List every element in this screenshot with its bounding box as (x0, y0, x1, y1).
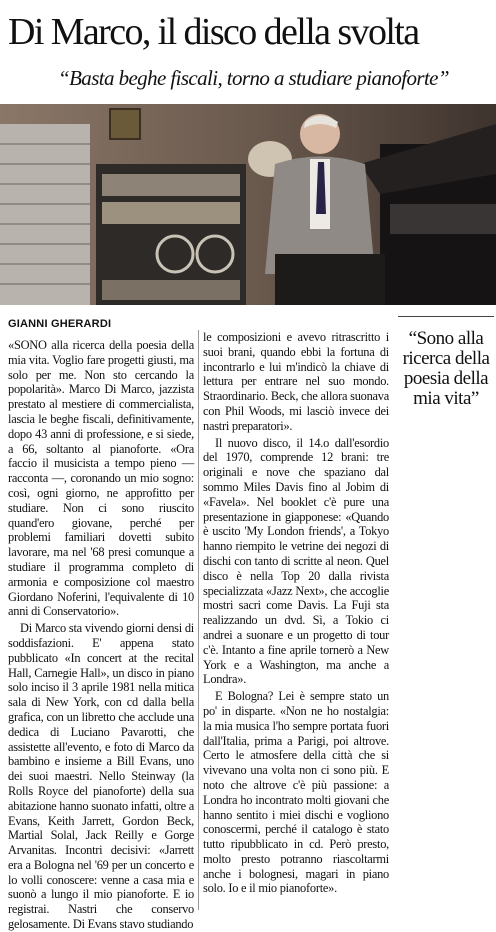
subheadline: “Basta beghe fiscali, torno a studiare pianoforte” (58, 66, 449, 90)
column-divider (198, 330, 199, 910)
paragraph: «SONO alla ricerca della poesia della mia vita. Voglio fare progetti giusti, ma solo per me. Non sto cercando la popolarità». Marco Di Marco, jazzista prestato al mestiere di commercialista, lascia le beghe fiscali, definitivamente, dopo 43 anni di professione, e si siede, a 66, soltanto al pianoforte. «Ora faccio il musicista a tempo pieno — racconta —, coronando un mio sogno: così, ogni giorno, ne approfitto per studiare. Non ci sono riuscito quand'ero giovane, perché per problemi familiari dovetti subito lavorare, ma nel '68 presi comunque a studiare il programma completo di armonia e composizione col maestro Giordano Noferini, l'equivalente di 10 anni di Conservatorio». (8, 338, 194, 619)
paragraph: Il nuovo disco, il 14.o dall'esordio del 1970, comprende 12 brani: tre originali e nove che spaziano dal sommo Miles Davis fino al Jobim di «Favela». Nel booklet c'è pure una presentazione in giapponese: «Quando è uscito 'My London friends', a Tokyo hanno riempito le vetrine dei negozi di dischi con tanto di scritte al neon. Quel disco è nella Top 20 dalla rivista specializzata «Jazz Next», che accoglie mostri sacri come Davis. La Fuji sta realizzando un dvd. Sì, a Tokio ci andrei a suonare e un progetto di tour c'è. Intanto a fine aprile tornerò a New York e a Washington, ma anche a Londra». (203, 435, 389, 687)
pull-quote-text: “Sono alla ricerca della poesia della mia vita” (402, 328, 490, 409)
pull-quote (398, 316, 494, 409)
article-column-1 (8, 338, 194, 932)
headline: Di Marco, il disco della svolta (8, 11, 419, 53)
paragraph: E Bologna? Lei è sempre stato un po' in disparte. «Non ne ho nostalgia: la mia musica l'ho sempre portata fuori dall'Italia, prima a Parigi, poi altrove. Certo le atmosfere della città che si vivevano una volta non ci sono più. E noto che altrove c'è più passione: a Londra ho incontrato molti giovani che hanno sentito i miei dischi e vogliono conoscermi, perché il catalogo è stato tutto ripubblicato in cd. Però presto, molto presto potranno riascoltarmi anche i bolognesi, magari in piano solo. Io e il mio pianoforte». (203, 689, 389, 896)
paragraph: le composizioni e avevo ritrascritto i suoi brani, quando ebbi la fortuna di incontrarlo e lui m'indicò la chiave di lettura per entrare nel suo mondo. Straordinario. Beck, che allora suonava con Phil Woods, mi lasciò invece dei nastri preparatori». (203, 330, 389, 433)
paragraph: Di Marco sta vivendo giorni densi di soddisfazioni. E' appena stato pubblicato «In concert at the recital Hall, Carnegie Hall», un disco in piano solo inciso il 3 aprile 1981 nella mitica sala di New York, con cd dalla bella grafica, con un libretto che acclude una dedica di Luciano Pavarotti, che assistette all'evento, e foto di Marco da bambino e insieme a Bill Evans, uno dei suoi maestri. Nello Steinway (la Rolls Royce del pianoforte) della sua abitazione hanno suonato infatti, oltre a Evans, Keith Jarrett, Gordon Beck, Martial Solal, Jack Reilly e Gorge Arvanitas. Incontri decisivi: «Jarrett era a Bologna nel '69 per un concerto e lo volli conoscere: venne a casa mia e suonò a lungo il mio pianoforte. E io registrai. Nastri che conservo gelosamente. Di Evans stavo studiando (8, 621, 194, 932)
photo-illustration (0, 104, 496, 305)
article-column-2 (203, 330, 389, 896)
article-photo (0, 104, 496, 305)
byline: GIANNI GHERARDI (8, 318, 112, 330)
